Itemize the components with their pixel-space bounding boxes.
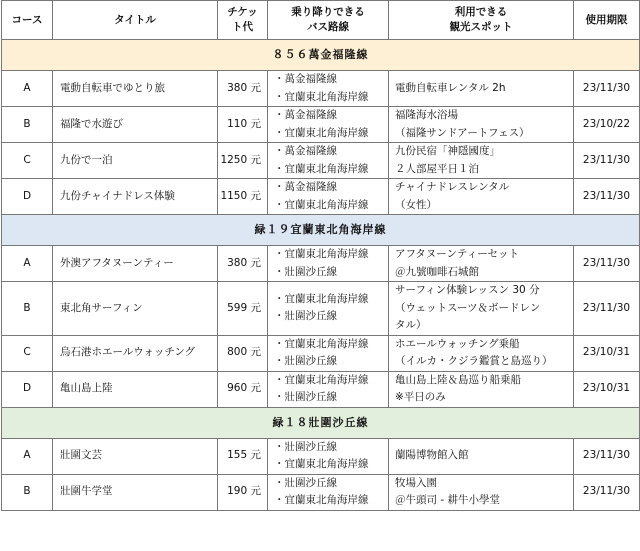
spot-line: 牧場入園 <box>395 476 437 489</box>
table-row <box>2 371 640 407</box>
bus-route: ・壯圍沙丘線 <box>274 310 337 323</box>
header-spot-line: 利用できる <box>454 6 508 18</box>
spot-line: 蘭陽博物館入館 <box>395 449 469 462</box>
course-cell: A <box>2 71 53 107</box>
bus-cell <box>268 179 389 215</box>
expiry-cell: 23/11/30 <box>574 474 640 510</box>
spot-line: ホエールウォッチング乗船 <box>395 337 520 350</box>
spot-cell <box>389 107 574 143</box>
table-row <box>2 474 640 510</box>
spot-line: 電動自転車レンタル 2h <box>395 81 506 94</box>
bus-route: ・壯圍沙丘線 <box>274 265 337 278</box>
spot-cell <box>389 335 574 371</box>
header-bus <box>268 1 389 40</box>
spot-line: 亀山島上陸＆島巡り船乗船 <box>395 373 521 386</box>
bus-route: ・宜蘭東北角海岸線 <box>274 373 369 386</box>
price-cell: 1150 元 <box>218 179 268 215</box>
bus-cell <box>268 335 389 371</box>
price-cell: 599 元 <box>218 282 268 336</box>
spot-line: （ウェットスーツ＆ボードレン <box>395 301 541 314</box>
spot-cell <box>389 71 574 107</box>
title-cell: 亀山島上陸 <box>53 371 218 407</box>
course-cell: B <box>2 282 53 336</box>
bus-cell <box>268 371 389 407</box>
spot-line: サーフィン体験レッスン 30 分 <box>395 284 540 296</box>
expiry-cell: 23/11/30 <box>574 179 640 215</box>
expiry-cell: 23/11/30 <box>574 143 640 179</box>
bus-route: ・宜蘭東北角海岸線 <box>274 198 369 211</box>
header-spot-line: 観光スポット <box>449 21 513 33</box>
spot-cell <box>389 282 574 336</box>
course-cell: A <box>2 438 53 474</box>
spot-cell <box>389 371 574 407</box>
bus-route: ・萬金福隆線 <box>274 73 337 85</box>
price-cell: 800 元 <box>218 335 268 371</box>
bus-cell <box>268 143 389 179</box>
bus-route: ・壯圍沙丘線 <box>274 476 337 489</box>
table-row <box>2 246 640 282</box>
title-cell: 壯圍文芸 <box>53 438 218 474</box>
section-title: 緑１８壯圍沙丘線 <box>2 407 640 438</box>
title-cell: 電動自転車でゆとり旅 <box>53 71 218 107</box>
bus-route: ・宜蘭東北角海岸線 <box>274 162 369 175</box>
bus-route: ・壯圍沙丘線 <box>274 391 337 403</box>
title-cell: 九份チャイナドレス体験 <box>53 179 218 215</box>
spot-line: アフタヌーンティーセット <box>395 248 520 260</box>
course-table <box>1 0 640 511</box>
bus-cell <box>268 71 389 107</box>
spot-line: タル） <box>395 319 427 331</box>
spot-line: 福隆海水浴場 <box>395 109 458 121</box>
bus-route: ・宜蘭東北角海岸線 <box>274 458 369 470</box>
bus-route: ・萬金福隆線 <box>274 109 337 121</box>
table-row <box>2 179 640 215</box>
price-cell: 380 元 <box>218 246 268 282</box>
price-cell: 155 元 <box>218 438 268 474</box>
section-title: 緑１９宜蘭東北角海岸線 <box>2 215 640 246</box>
expiry-cell: 23/11/30 <box>574 246 640 282</box>
spot-line: ＠牛頭司 - 耕牛小學堂 <box>395 494 500 506</box>
header-bus-line: バス路線 <box>307 21 349 33</box>
course-cell: C <box>2 335 53 371</box>
spot-line: ※平日のみ <box>395 391 446 403</box>
table-row <box>2 107 640 143</box>
price-cell: 1250 元 <box>218 143 268 179</box>
section-header-row <box>2 215 640 246</box>
spot-line: ＠九號咖啡石城館 <box>395 265 479 278</box>
header-expiry: 使用期限 <box>574 1 640 40</box>
title-cell: 烏石港ホエールウォッチング <box>53 335 218 371</box>
header-course: コース <box>2 1 53 40</box>
header-spot <box>389 1 574 40</box>
table-row <box>2 438 640 474</box>
spot-line: ２人部屋平日１泊 <box>395 162 479 175</box>
title-cell: 東北角サーフィン <box>53 282 218 336</box>
expiry-cell: 23/10/31 <box>574 335 640 371</box>
bus-route: ・宜蘭東北角海岸線 <box>274 494 369 506</box>
section-header-row <box>2 40 640 71</box>
bus-cell <box>268 282 389 336</box>
section-header-row <box>2 407 640 438</box>
bus-route: ・壯圍沙丘線 <box>274 440 337 453</box>
course-cell: B <box>2 474 53 510</box>
course-cell: D <box>2 179 53 215</box>
table-row <box>2 143 640 179</box>
title-cell: 福隆で水遊び <box>53 107 218 143</box>
expiry-cell: 23/11/30 <box>574 71 640 107</box>
course-cell: A <box>2 246 53 282</box>
spot-line: 九份民宿「神隱國度」 <box>395 145 500 157</box>
spot-line: （女性） <box>395 198 437 211</box>
spot-line: チャイナドレスレンタル <box>395 181 510 193</box>
spot-line: （イルカ・クジラ鑑賞と島巡り） <box>395 355 553 367</box>
bus-route: ・宜蘭東北角海岸線 <box>274 90 369 103</box>
spot-cell <box>389 246 574 282</box>
price-cell: 110 元 <box>218 107 268 143</box>
bus-route: ・宜蘭東北角海岸線 <box>274 126 369 139</box>
price-cell: 960 元 <box>218 371 268 407</box>
bus-route: ・壯圍沙丘線 <box>274 355 337 367</box>
bus-cell <box>268 107 389 143</box>
title-cell: 壯圍牛学堂 <box>53 474 218 510</box>
bus-route: ・萬金福隆線 <box>274 145 337 157</box>
title-cell: 外澳アフタヌーンティー <box>53 246 218 282</box>
header-ticket-line: チケッ <box>227 6 258 18</box>
table-row <box>2 335 640 371</box>
course-cell: D <box>2 371 53 407</box>
spot-cell <box>389 179 574 215</box>
price-cell: 380 元 <box>218 71 268 107</box>
bus-route: ・宜蘭東北角海岸線 <box>274 337 369 350</box>
header-bus-line: 乗り降りできる <box>291 6 365 18</box>
bus-cell <box>268 246 389 282</box>
expiry-cell: 23/10/31 <box>574 371 640 407</box>
bus-route: ・宜蘭東北角海岸線 <box>274 248 369 260</box>
bus-route: ・萬金福隆線 <box>274 181 337 193</box>
header-ticket <box>218 1 268 40</box>
table-row <box>2 71 640 107</box>
header-title: タイトル <box>53 1 218 40</box>
price-cell: 190 元 <box>218 474 268 510</box>
expiry-cell: 23/11/30 <box>574 282 640 336</box>
bus-cell <box>268 474 389 510</box>
expiry-cell: 23/11/30 <box>574 438 640 474</box>
spot-cell <box>389 438 574 474</box>
course-cell: C <box>2 143 53 179</box>
header-ticket-line: ト代 <box>232 21 253 33</box>
spot-line: （福隆サンドアートフェス） <box>395 126 530 139</box>
course-cell: B <box>2 107 53 143</box>
spot-cell <box>389 143 574 179</box>
spot-cell <box>389 474 574 510</box>
expiry-cell: 23/10/22 <box>574 107 640 143</box>
bus-cell <box>268 438 389 474</box>
table-row <box>2 282 640 336</box>
title-cell: 九份で一泊 <box>53 143 218 179</box>
header-row <box>2 1 640 40</box>
bus-route: ・宜蘭東北角海岸線 <box>274 292 369 305</box>
section-title: ８５６萬金福隆線 <box>2 40 640 71</box>
